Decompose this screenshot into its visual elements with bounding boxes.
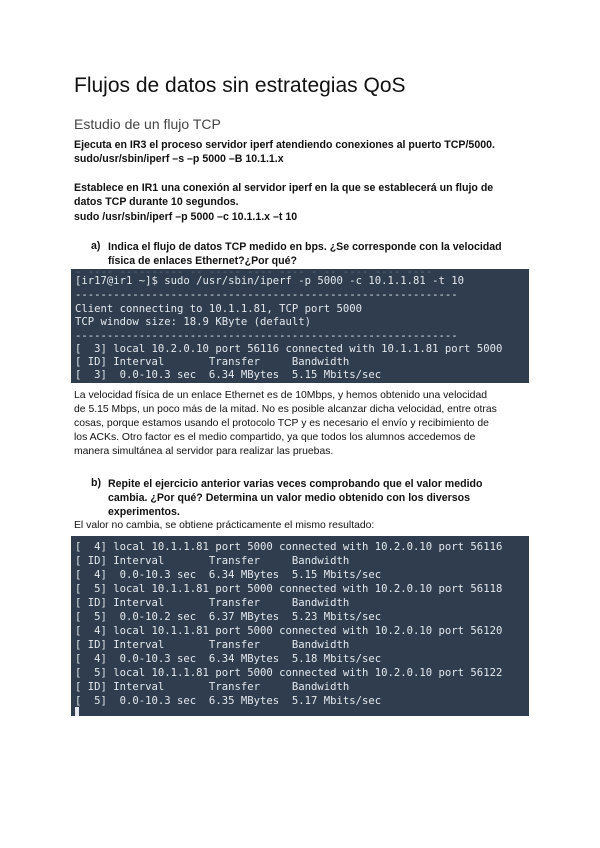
section-subtitle: Estudio de un flujo TCP	[74, 116, 221, 132]
terminal-line: [ ID] Interval Transfer Bandwidth	[75, 555, 350, 567]
answer-a-line-1: La velocidad física de un enlace Ethernet es de 10Mbps, y hemos obtenido una velocidad	[74, 390, 488, 401]
terminal-line: [ 4] 0.0-10.3 sec 6.34 MBytes 5.15 Mbits/sec	[75, 569, 382, 581]
question-b-line-3: experimentos.	[108, 506, 180, 518]
terminal-line: [ ID] Interval Transfer Bandwidth	[75, 681, 350, 693]
terminal-line: [ 3] local 10.2.0.10 port 56116 connected with 10.1.1.81 port 5000	[75, 343, 503, 355]
question-b-label: b)	[91, 477, 101, 489]
terminal-line: ------------------------------------------------------------	[75, 330, 458, 342]
answer-a-line-3: cosas, porque estamos usando el protocolo TCP y es necesario el envío y recibimiento de	[74, 418, 489, 429]
question-b-line-2: cambia. ¿Por qué? Determina un valor medio obtenido con los diversos	[108, 492, 471, 504]
answer-a-line-5: manera simultánea al servidor para realizar las pruebas.	[74, 446, 334, 457]
question-b-line-1: Repite el ejercicio anterior varias veces comprobando que el valor medido	[108, 478, 483, 490]
terminal-line: [ 5] 0.0-10.3 sec 6.35 MBytes 5.17 Mbits/sec	[75, 695, 382, 707]
terminal-line: [ 5] local 10.1.1.81 port 5000 connected with 10.2.0.10 port 56118	[75, 583, 503, 595]
terminal-output-server	[71, 536, 529, 716]
terminal-line: [ 3] 0.0-10.3 sec 6.34 MBytes 5.15 Mbits/sec	[75, 369, 382, 381]
terminal-output-client	[71, 269, 529, 383]
answer-a-line-2: de 5.15 Mbps, un poco más de la mitad. No es posible alcanzar dicha velocidad, entre otras	[74, 404, 497, 415]
terminal-line: [ ID] Interval Transfer Bandwidth	[75, 597, 350, 609]
intro2-line-1: Establece en IR1 una conexión al servidor iperf en la que se establecerá un flujo de	[74, 182, 494, 194]
terminal-line: TCP window size: 18.9 KByte (default)	[75, 316, 311, 328]
intro2-line-2: datos TCP durante 10 segundos.	[74, 196, 239, 208]
terminal-line: [ 5] local 10.1.1.81 port 5000 connected with 10.2.0.10 port 56122	[75, 667, 503, 679]
intro2-line-3: sudo /usr/sbin/iperf –p 5000 –c 10.1.1.x –t 10	[74, 211, 298, 223]
answer-b: El valor no cambia, se obtiene prácticamente el mismo resultado:	[74, 520, 375, 531]
question-a-label: a)	[91, 240, 101, 252]
intro1-line-1: Ejecuta en IR3 el proceso servidor iperf atendiendo conexiones al puerto TCP/5000.	[74, 139, 495, 151]
terminal-line: ------------------------------------------------------------	[75, 289, 458, 301]
terminal-partial-line: - ---- ---------- -- ----- ---- ---- - -- ---- ---- ----	[75, 269, 433, 278]
terminal-cursor	[75, 707, 79, 716]
terminal-line: [ ID] Interval Transfer Bandwidth	[75, 356, 350, 368]
terminal-line: [ 4] local 10.1.1.81 port 5000 connected with 10.2.0.10 port 56120	[75, 625, 503, 637]
terminal-line: [ 5] 0.0-10.2 sec 6.37 MBytes 5.23 Mbits/sec	[75, 611, 382, 623]
terminal-line: [ 4] 0.0-10.3 sec 6.34 MBytes 5.18 Mbits/sec	[75, 653, 382, 665]
answer-a-line-4: los ACKs. Otro factor es el medio compartido, ya que todos los alumnos accedemos de	[74, 432, 476, 443]
question-a-line-2: física de enlaces Ethernet?¿Por qué?	[108, 255, 297, 267]
terminal-line: [ ID] Interval Transfer Bandwidth	[75, 639, 350, 651]
terminal-line: [ir17@ir1 ~]$ sudo /usr/sbin/iperf -p 5000 -c 10.1.1.81 -t 10	[75, 275, 465, 287]
question-a-line-1: Indica el flujo de datos TCP medido en bps. ¿Se corresponde con la velocidad	[108, 241, 502, 253]
intro1-line-2: sudo/usr/sbin/iperf –s –p 5000 –B 10.1.1.x	[74, 153, 284, 165]
terminal-line: [ 4] local 10.1.1.81 port 5000 connected with 10.2.0.10 port 56116	[75, 541, 503, 553]
terminal-line: Client connecting to 10.1.1.81, TCP port 5000	[75, 303, 363, 315]
page-title: Flujos de datos sin estrategias QoS	[74, 74, 406, 97]
